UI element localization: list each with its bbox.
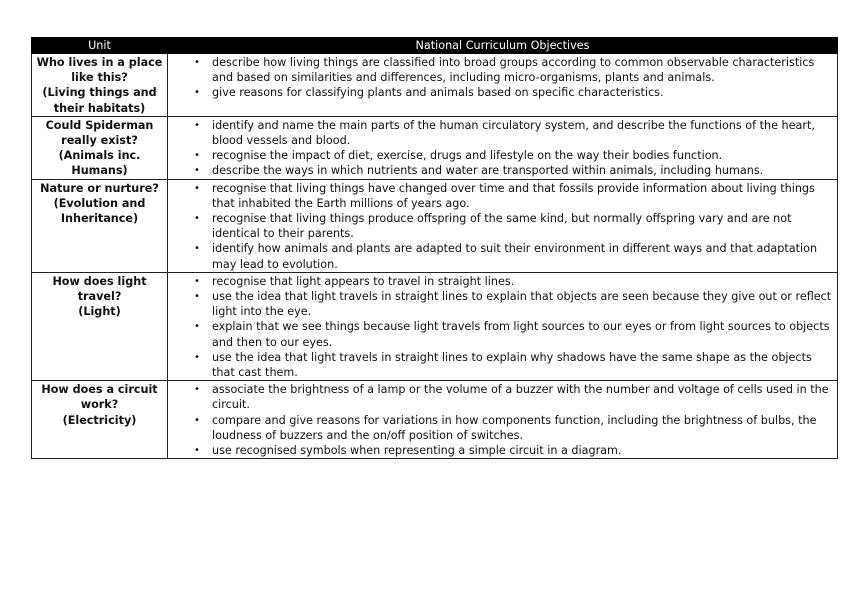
unit-title-line: (Living things and <box>42 86 157 100</box>
objective-item <box>171 350 834 380</box>
objective-text: use the idea that light travels in straight lines to explain that objects are seen because they give out or reflect light into the eye. <box>212 290 832 319</box>
objective-item <box>171 118 834 148</box>
table-body <box>32 54 838 459</box>
bullet-icon: • <box>194 213 200 225</box>
objectives-list <box>171 55 834 101</box>
unit-title-line: (Animals inc. <box>58 149 141 163</box>
table-row <box>32 179 838 272</box>
objective-item <box>171 319 834 349</box>
objectives-list <box>171 118 834 179</box>
unit-title-line: How does light <box>52 274 147 288</box>
unit-title-line: Nature or nurture? <box>40 181 159 195</box>
unit-title-line: Inheritance) <box>60 212 139 226</box>
objective-text: give reasons for classifying plants and animals based on specific characteristics. <box>212 86 664 100</box>
table-row <box>32 272 838 380</box>
bullet-icon: • <box>194 165 200 177</box>
bullet-icon: • <box>194 150 200 162</box>
unit-title-line: How does a circuit <box>41 383 158 397</box>
objective-text: use recognised symbols when representing a simple circuit in a diagram. <box>212 444 622 458</box>
curriculum-table <box>31 37 838 459</box>
unit-title-line: like this? <box>71 71 128 85</box>
bullet-icon: • <box>194 291 200 303</box>
objective-item <box>171 85 834 100</box>
bullet-icon: • <box>194 351 200 363</box>
objective-text: explain that we see things because light travels from light sources to our eyes or from light sources to objects and then to our eyes. <box>212 320 830 349</box>
objective-text: describe how living things are classified into broad groups according to common observable characteristics and based on similarities and differences, including micro-organisms, plants and animals. <box>212 56 815 85</box>
unit-title-line: Who lives in a place <box>36 56 163 69</box>
objective-text: identify and name the main parts of the human circulatory system, and describe the functions of the heart, blood vessels and blood. <box>212 118 815 148</box>
objectives-list <box>171 382 834 458</box>
objectives-list <box>171 274 834 380</box>
objective-text: use the idea that light travels in straight lines to explain why shadows have the same shape as the objects that cast them. <box>212 350 812 380</box>
unit-cell <box>32 54 168 117</box>
unit-title-line: (Light) <box>78 305 121 319</box>
unit-title-line: (Electricity) <box>62 413 137 427</box>
objective-item <box>171 274 834 289</box>
objective-text: recognise that living things produce offspring of the same kind, but normally offspring vary and are not identical to their parents. <box>212 212 792 241</box>
objective-item <box>171 148 834 163</box>
bullet-icon: • <box>194 57 200 68</box>
objectives-cell <box>168 54 838 117</box>
objective-item <box>171 413 834 443</box>
unit-title-line: really exist? <box>61 134 138 148</box>
unit-title-line: their habitats) <box>53 101 146 115</box>
objectives-list <box>171 181 834 272</box>
objective-text: identify how animals and plants are adapted to suit their environment in different ways and that adaptation may lead to evolution. <box>212 242 818 271</box>
bullet-icon: • <box>194 119 200 131</box>
objective-text: recognise that living things have changed over time and that fossils provide information about living things that inhabited the Earth millions of years ago. <box>212 181 815 210</box>
unit-title-line: work? <box>80 398 119 412</box>
bullet-icon: • <box>194 321 200 333</box>
objectives-cell <box>168 179 838 272</box>
objective-item <box>171 443 834 458</box>
header-objectives: National Curriculum Objectives <box>168 38 838 54</box>
objective-text: recognise that light appears to travel in straight lines. <box>212 274 515 288</box>
objectives-cell <box>168 381 838 459</box>
objective-item <box>171 55 834 85</box>
objective-item <box>171 382 834 412</box>
table-row <box>32 381 838 459</box>
objectives-cell <box>168 272 838 380</box>
bullet-icon: • <box>194 275 200 287</box>
unit-title-line: Could Spiderman <box>45 118 154 132</box>
unit-title-line: Humans) <box>71 164 128 178</box>
objective-text: compare and give reasons for variations in how components function, including the brightness of bulbs, the loudness of buzzers and the on/off position of switches. <box>212 413 817 442</box>
objective-text: recognise the impact of diet, exercise, drugs and lifestyle on the way their bodies function. <box>212 149 723 163</box>
objective-text: associate the brightness of a lamp or the volume of a buzzer with the number and voltage of cells used in the circuit. <box>212 383 829 412</box>
unit-cell <box>32 381 168 459</box>
bullet-icon: • <box>194 182 200 194</box>
bullet-icon: • <box>194 445 200 457</box>
table-row <box>32 54 838 117</box>
objective-item <box>171 163 834 178</box>
bullet-icon: • <box>194 87 200 99</box>
table-header-row <box>32 38 838 54</box>
objective-item <box>171 241 834 271</box>
objective-item <box>171 211 834 241</box>
bullet-icon: • <box>194 384 200 396</box>
objectives-cell <box>168 116 838 179</box>
objective-item <box>171 289 834 319</box>
unit-cell <box>32 272 168 380</box>
bullet-icon: • <box>194 414 200 426</box>
header-unit: Unit <box>32 38 168 54</box>
unit-title-line: travel? <box>77 290 122 304</box>
unit-cell <box>32 116 168 179</box>
unit-title-line: (Evolution and <box>53 196 146 210</box>
objective-item <box>171 181 834 211</box>
table-row <box>32 116 838 179</box>
objective-text: describe the ways in which nutrients and water are transported within animals, including humans. <box>212 164 764 178</box>
unit-cell <box>32 179 168 272</box>
bullet-icon: • <box>194 243 200 255</box>
